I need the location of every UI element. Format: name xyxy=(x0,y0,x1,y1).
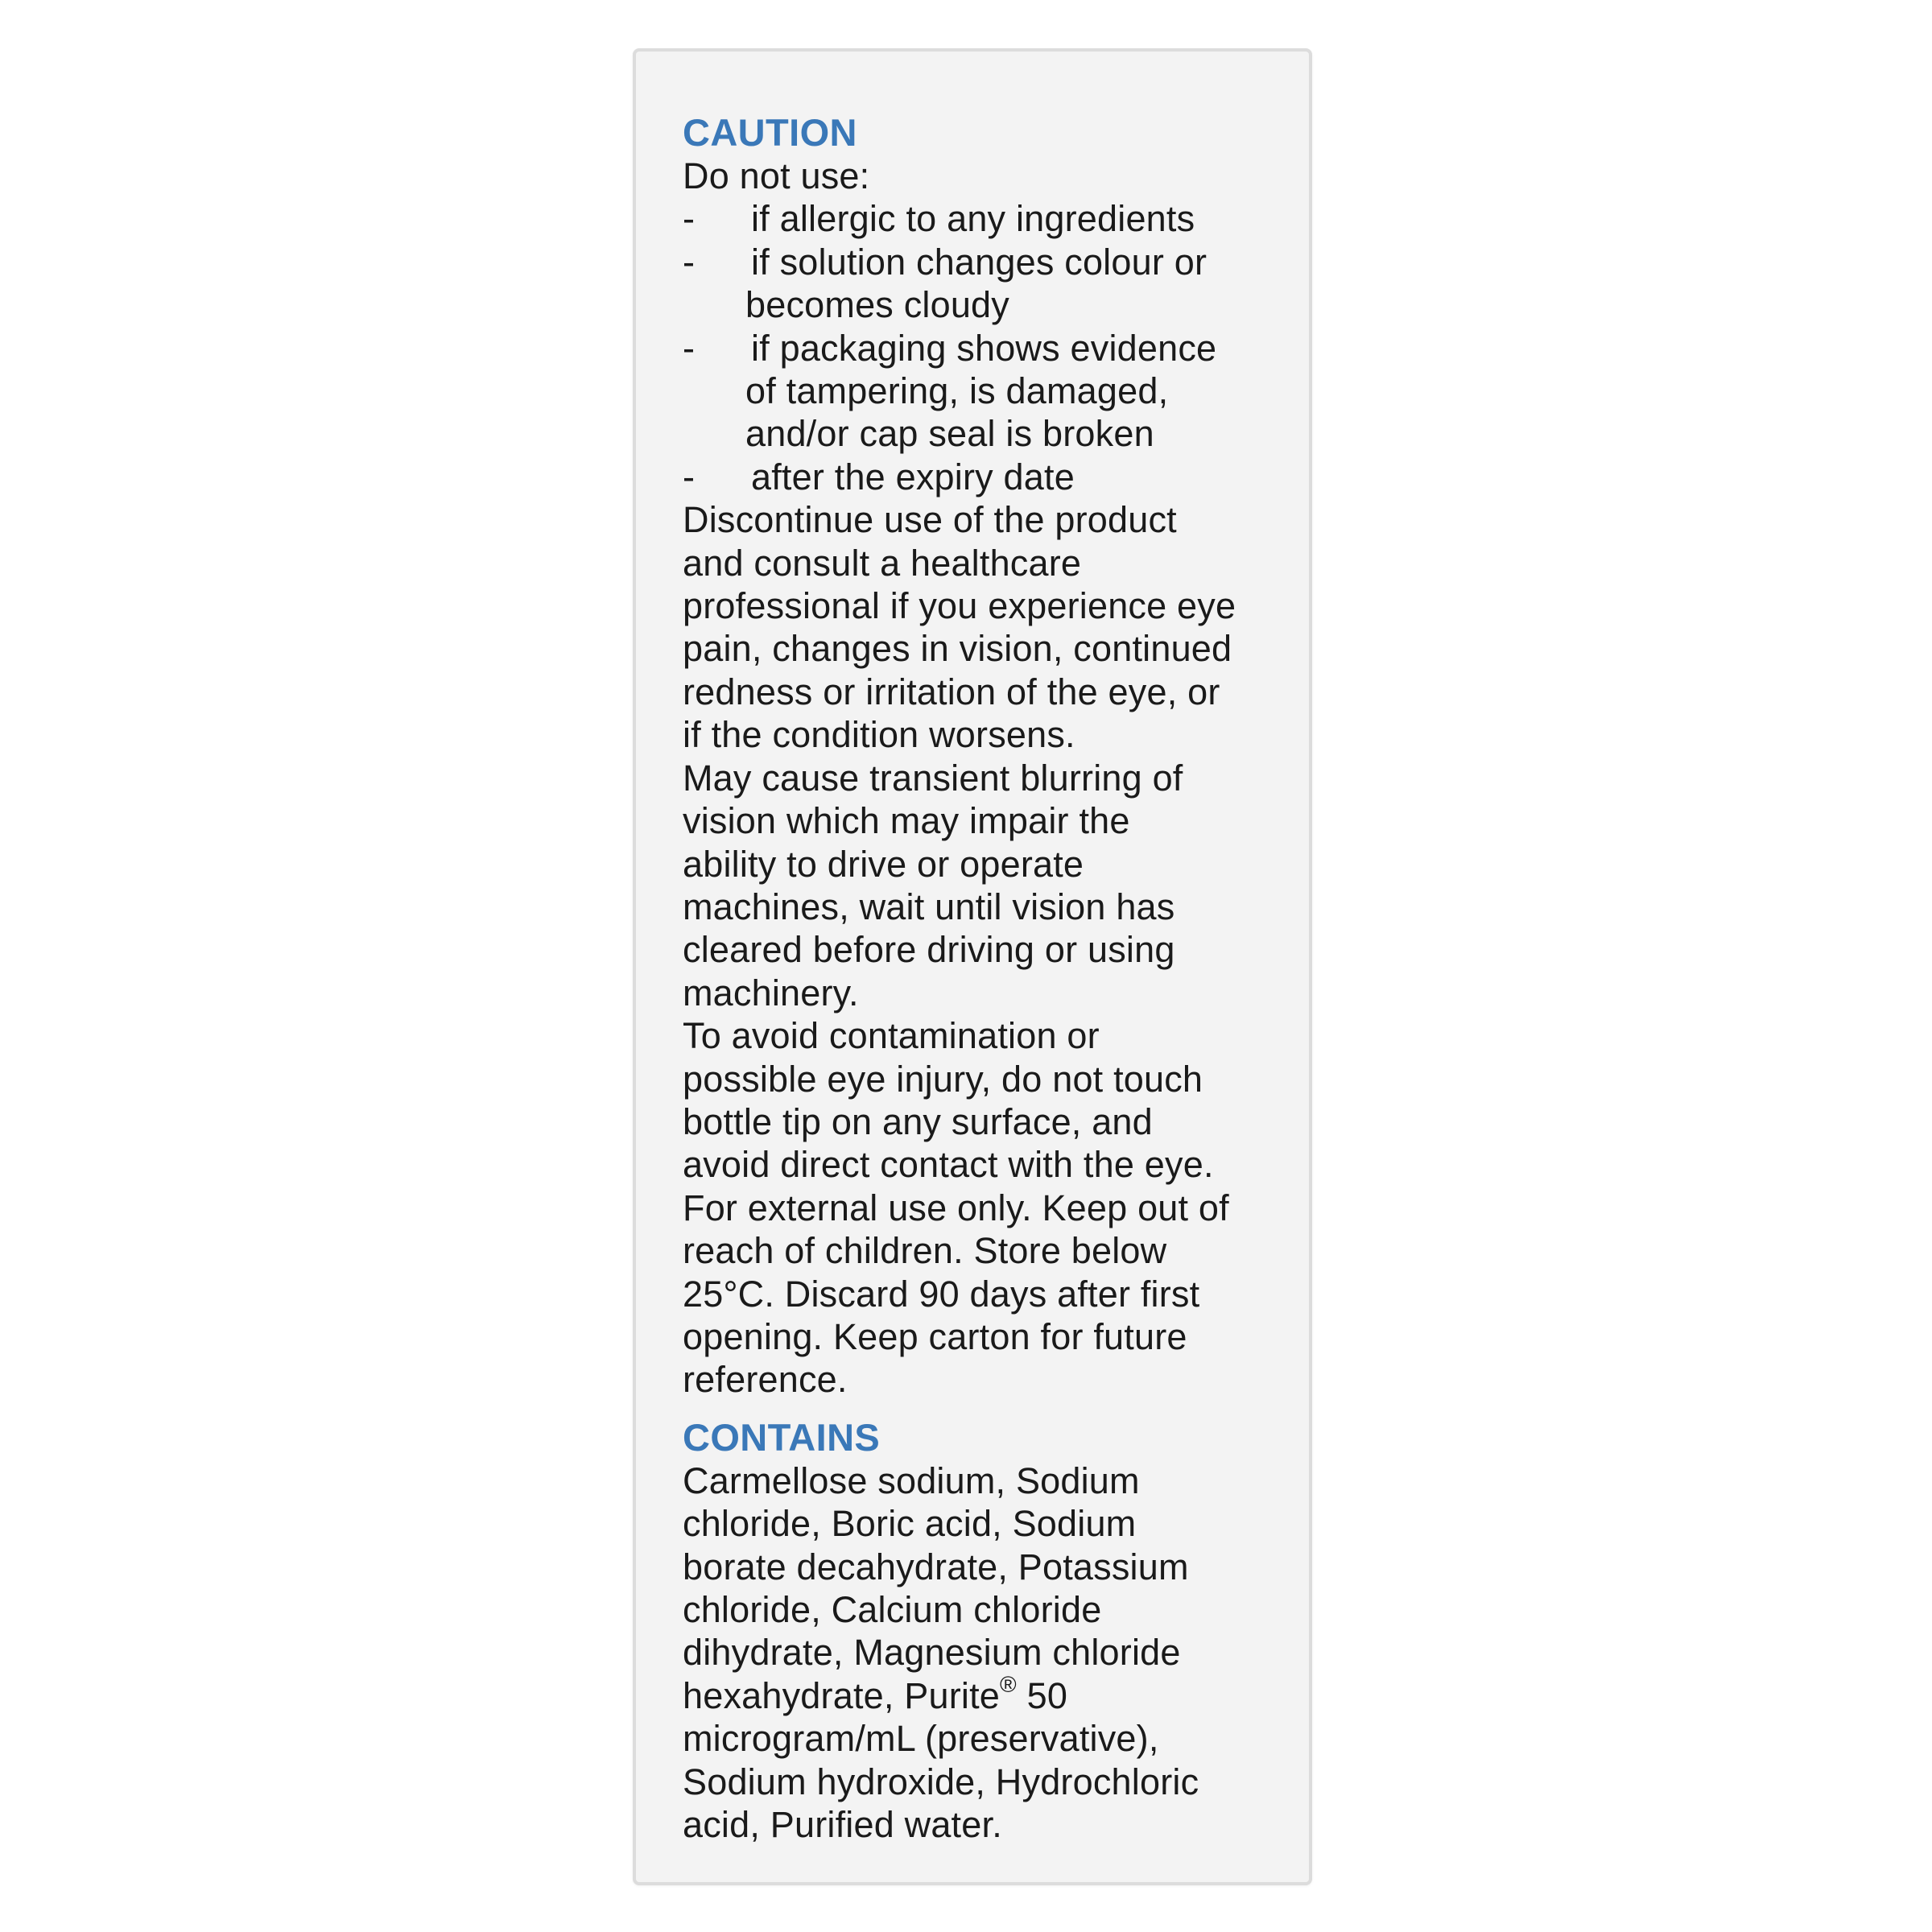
bullet-dash: - xyxy=(683,327,696,369)
paragraph-line: redness or irritation of the eye, or xyxy=(683,671,1220,712)
contains-line: Carmellose sodium, Sodium xyxy=(683,1459,1140,1501)
paragraph-line: machines, wait until vision has xyxy=(683,886,1175,927)
registered-mark: ® xyxy=(1000,1671,1017,1697)
purite-prefix: hexahydrate, Purite xyxy=(683,1674,1001,1716)
contains-list xyxy=(683,1459,1278,1847)
paragraph-line: To avoid contamination or xyxy=(683,1015,1100,1057)
paragraph-line: machinery. xyxy=(683,972,859,1013)
bullet-text: if packaging shows evidence xyxy=(751,327,1217,369)
bullet-dash: - xyxy=(683,456,696,497)
paragraph-line: May cause transient blurring of xyxy=(683,757,1183,799)
caution-bullet xyxy=(683,456,1278,498)
contains-line: dihydrate, Magnesium chloride xyxy=(683,1632,1181,1674)
contains-line-purite xyxy=(683,1671,1278,1717)
bullet-dash: - xyxy=(683,198,696,240)
caution-paragraph xyxy=(683,1014,1278,1187)
contains-line: borate decahydrate, Potassium xyxy=(683,1546,1189,1587)
contains-line: chloride, Calcium chloride xyxy=(683,1589,1102,1630)
bullet-continuation: becomes cloudy xyxy=(745,284,1009,326)
paragraph-line: ability to drive or operate xyxy=(683,843,1084,885)
caution-heading: CAUTION xyxy=(683,111,857,154)
contains-heading: CONTAINS xyxy=(683,1415,881,1459)
paragraph-line: Discontinue use of the product xyxy=(683,499,1177,541)
contains-line: microgram/mL (preservative), xyxy=(683,1718,1159,1760)
paragraph-line: vision which may impair the xyxy=(683,800,1130,842)
paragraph-line: bottle tip on any surface, and xyxy=(683,1100,1153,1142)
bullet-text: if allergic to any ingredients xyxy=(751,198,1195,240)
caution-bullet xyxy=(683,241,1278,283)
bullet-text: if solution changes colour or xyxy=(751,241,1208,283)
caution-paragraph xyxy=(683,1187,1278,1402)
paragraph-line: For external use only. Keep out of xyxy=(683,1187,1229,1228)
purite-suffix: 50 xyxy=(1016,1674,1068,1716)
contains-line: chloride, Boric acid, Sodium xyxy=(683,1503,1137,1545)
contains-line: acid, Purified water. xyxy=(683,1804,1002,1846)
section-spacer xyxy=(683,1402,1278,1416)
paragraph-line: reference. xyxy=(683,1359,848,1401)
paragraph-line: opening. Keep carton for future xyxy=(683,1315,1187,1357)
bullet-continuation: of tampering, is damaged, xyxy=(745,370,1169,412)
paragraph-line: possible eye injury, do not touch xyxy=(683,1058,1203,1100)
label-content xyxy=(683,111,1278,1846)
paragraph-line: pain, changes in vision, continued xyxy=(683,628,1232,670)
paragraph-line: cleared before driving or using xyxy=(683,929,1175,971)
contains-line: Sodium hydroxide, Hydrochloric xyxy=(683,1761,1199,1802)
bullet-continuation: and/or cap seal is broken xyxy=(745,413,1154,455)
bullet-text: after the expiry date xyxy=(751,456,1075,497)
caution-bullet xyxy=(683,327,1278,369)
caution-paragraph xyxy=(683,757,1278,1014)
paragraph-line: and consult a healthcare xyxy=(683,542,1082,584)
paragraph-line: avoid direct contact with the eye. xyxy=(683,1144,1214,1186)
caution-paragraph xyxy=(683,498,1278,756)
paragraph-line: 25°C. Discard 90 days after first xyxy=(683,1273,1200,1315)
paragraph-line: reach of children. Store below xyxy=(683,1230,1167,1272)
caution-bullet xyxy=(683,197,1278,240)
caution-intro: Do not use: xyxy=(683,155,870,196)
paragraph-line: if the condition worsens. xyxy=(683,714,1075,756)
bullet-dash: - xyxy=(683,241,696,283)
paragraph-line: professional if you experience eye xyxy=(683,585,1236,627)
label-panel xyxy=(633,48,1312,1885)
